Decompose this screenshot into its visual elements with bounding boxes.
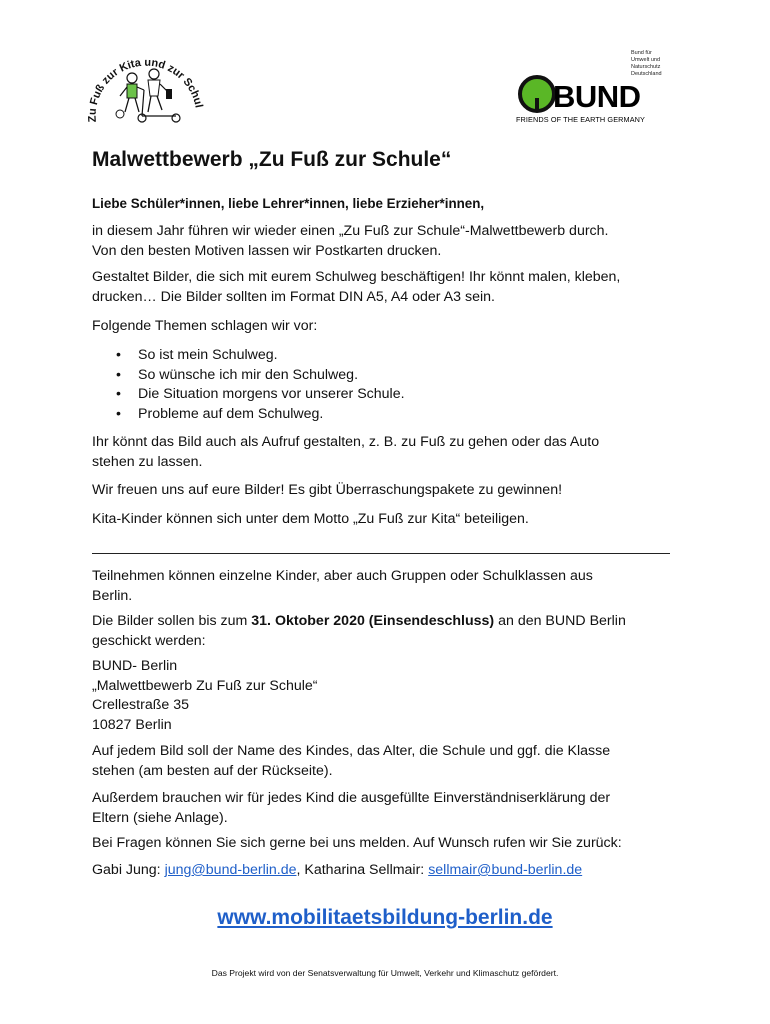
list-item: • So wünsche ich mir den Schulweg. bbox=[92, 366, 405, 386]
einverstaendnis-paragraph: Außerdem brauchen wir für jedes Kind die ausgefüllte Einverständniserklärung der Eltern (siehe Anlage). bbox=[92, 790, 611, 826]
document-title: Malwettbewerb „Zu Fuß zur Schule“ bbox=[92, 148, 452, 171]
walking-children-icon bbox=[84, 40, 204, 130]
list-item: • So ist mein Schulweg. bbox=[92, 346, 405, 366]
postal-address: BUND- Berlin „Malwettbewerb Zu Fuß zur Schule“ Crellestraße 35 10827 Berlin bbox=[92, 658, 318, 733]
greeting: Liebe Schüler*innen, liebe Lehrer*innen, liebe Erzieher*innen, bbox=[92, 196, 485, 211]
intro-paragraph: in diesem Jahr führen wir wieder einen „Zu Fuß zur Schule“-Malwettbewerb durch. Von den besten Motiven lassen wir Postkarten drucken. bbox=[92, 223, 609, 259]
list-item: • Die Situation morgens vor unserer Schule. bbox=[92, 385, 405, 405]
gestaltet-paragraph: Gestaltet Bilder, die sich mit eurem Schulweg beschäftigen! Ihr könnt malen, kleben, drucken… Die Bilder sollten im Format DIN A5, A4 oder A3 sein. bbox=[92, 269, 621, 305]
deadline-paragraph: Die Bilder sollen bis zum 31. Oktober 2020 (Einsendeschluss) an den BUND Berlin geschickt werden: bbox=[92, 613, 626, 649]
email-link-jung[interactable]: jung@bund-berlin.de bbox=[164, 862, 297, 878]
themes-list bbox=[92, 346, 405, 424]
deadline-date: 31. Oktober 2020 (Einsendeschluss) bbox=[251, 613, 495, 629]
svg-text:Zu Fuß zur Kita und zur Schule bbox=[84, 40, 204, 123]
website-link[interactable]: www.mobilitaetsbildung-berlin.de bbox=[217, 906, 553, 929]
list-item: • Probleme auf dem Schulweg. bbox=[92, 405, 405, 425]
freuen-paragraph: Wir freuen uns auf eure Bilder! Es gibt Überraschungspakete zu gewinnen! bbox=[92, 482, 563, 498]
contacts-line: Gabi Jung: jung@bund-berlin.de, Katharina Sellmair: sellmair@bund-berlin.de bbox=[92, 862, 583, 878]
email-link-sellmair[interactable]: sellmair@bund-berlin.de bbox=[428, 862, 583, 878]
kita-paragraph: Kita-Kinder können sich unter dem Motto „Zu Fuß zur Kita“ beteiligen. bbox=[92, 511, 529, 527]
logo-arc-text: Zu Fuß zur Kita und zur Schul bbox=[86, 56, 204, 123]
aufruf-paragraph: Ihr könnt das Bild auch als Aufruf gestalten, z. B. zu Fuß zu gehen oder das Auto stehen zu lassen. bbox=[92, 434, 600, 470]
namensangabe-paragraph: Auf jedem Bild soll der Name des Kindes, das Alter, die Schule und ggf. die Klasse stehen (am besten auf der Rückseite). bbox=[92, 743, 611, 779]
bund-wordmark: BUND bbox=[553, 79, 641, 114]
divider-line bbox=[92, 553, 670, 554]
zu-fuss-logo bbox=[84, 40, 204, 130]
teilnehmen-paragraph: Teilnehmen können einzelne Kinder, aber auch Gruppen oder Schulklassen aus Berlin. bbox=[92, 568, 593, 604]
themes-intro: Folgende Themen schlagen wir vor: bbox=[92, 318, 318, 334]
footer-note: Das Projekt wird von der Senatsverwaltung für Umwelt, Verkehr und Klimaschutz gefördert. bbox=[211, 968, 559, 978]
fragen-paragraph: Bei Fragen können Sie sich gerne bei uns melden. Auf Wunsch rufen wir Sie zurück: bbox=[92, 835, 622, 851]
bund-friends-tagline: FRIENDS OF THE EARTH GERMANY bbox=[516, 115, 646, 124]
bund-subtitle: Bund für Umwelt und Naturschutz Deutschland bbox=[631, 50, 662, 77]
